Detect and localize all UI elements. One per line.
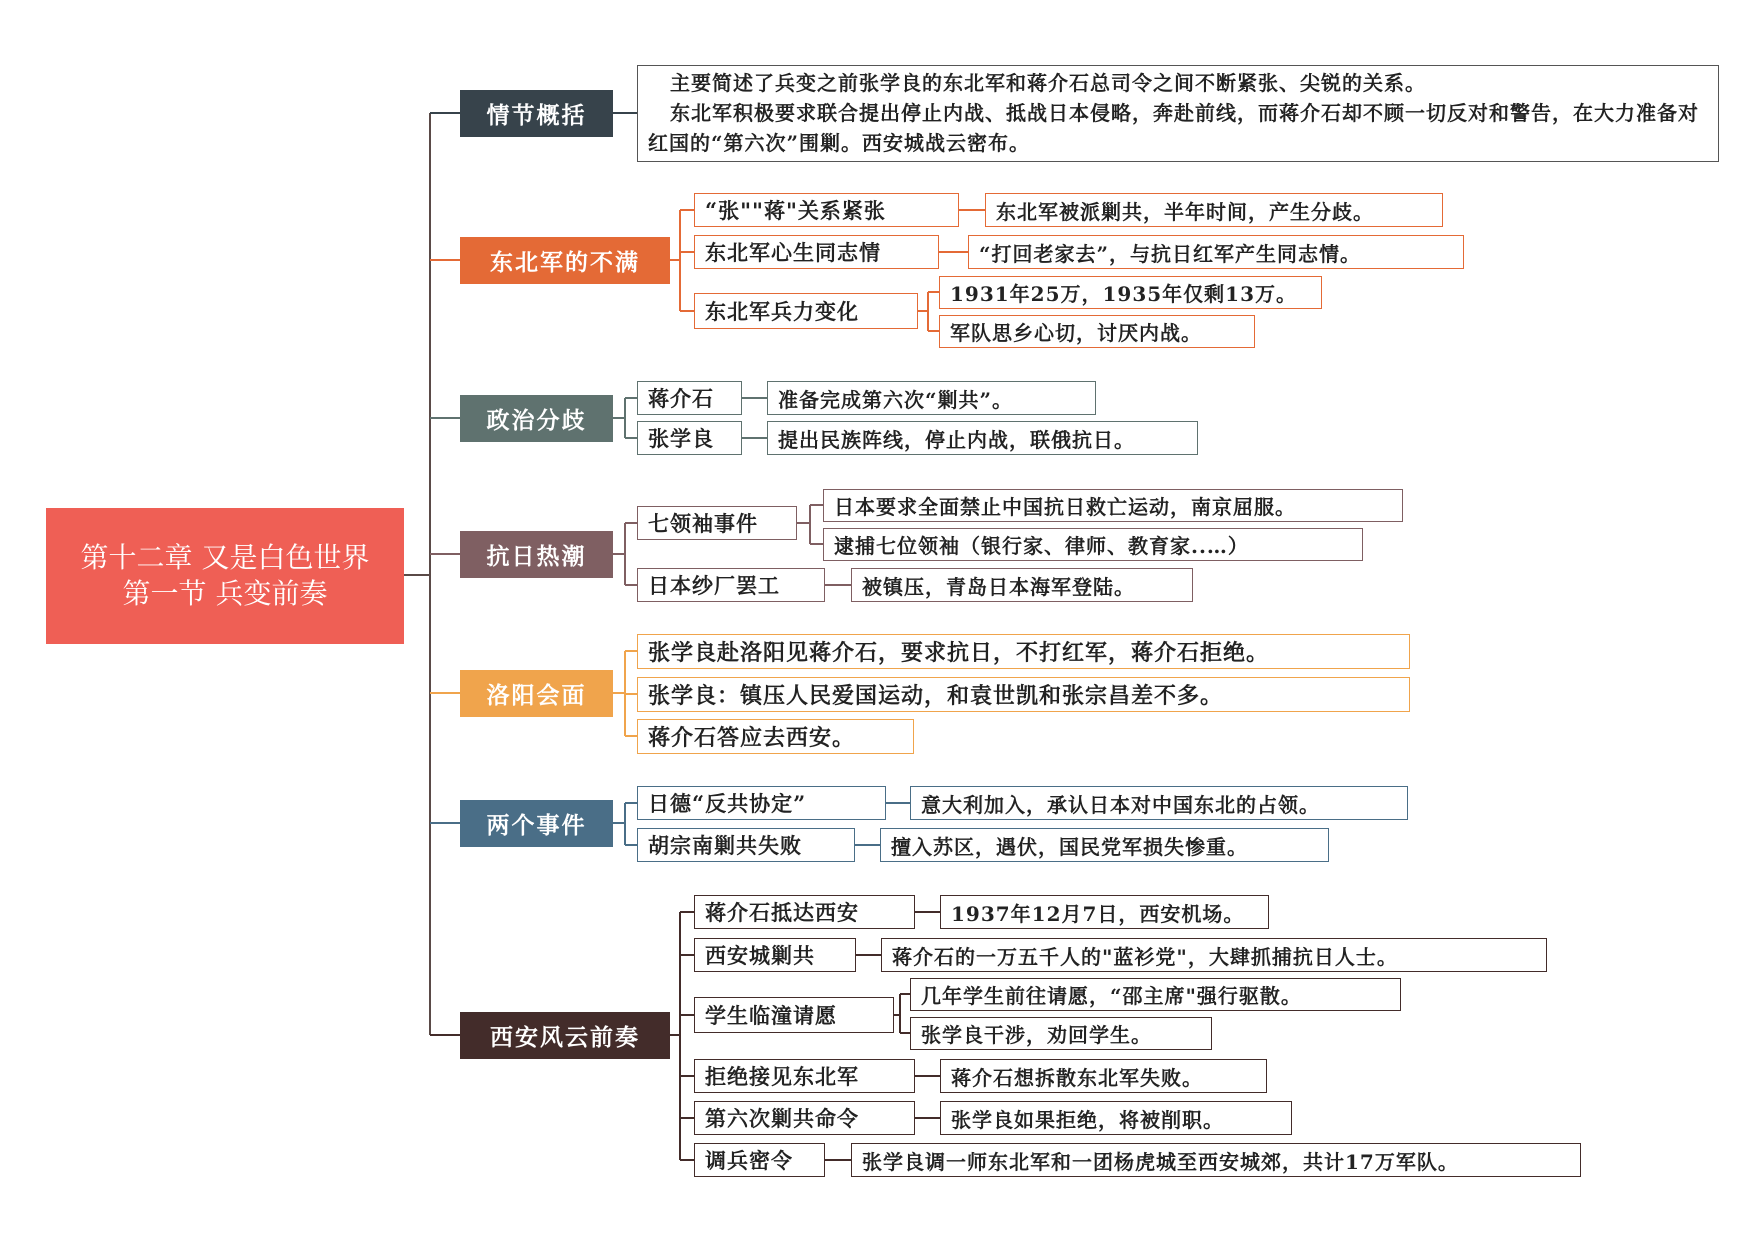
summary-para-2: 东北军积极要求联合提出停止内战、抵战日本侵略，奔赴前线，而蒋介石却不顾一切反对和警告，在大力准备对红国的“第六次”围剿。西安城战云密布。 xyxy=(648,101,1699,155)
leaf-comradeship-detail: “打回老家去”，与抗日红军产生同志情。 xyxy=(968,235,1464,269)
root-title-line1: 第十二章 又是白色世界 xyxy=(80,541,370,574)
leaf-student-petition-detail-1: 几年学生前往请愿，“邵主席"强行驱散。 xyxy=(910,978,1401,1011)
leaf-zhang-xueliang-detail: 提出民族阵线，停止内战，联俄抗日。 xyxy=(767,421,1198,455)
leaf-seven-leaders-detail-1: 日本要求全面禁止中国抗日救亡运动，南京屈服。 xyxy=(823,489,1403,522)
leaf-troop-change-detail-1: 1931年25万，1935年仅剩13万。 xyxy=(939,276,1322,309)
branch-plot-summary: 情节概括 xyxy=(460,90,613,137)
leaf-sixth-order: 第六次剿共命令 xyxy=(694,1101,915,1135)
branch-political-divergence: 政治分歧 xyxy=(460,395,613,442)
leaf-seven-leaders-detail-2: 逮捕七位领袖（银行家、律师、教育家..…） xyxy=(823,528,1363,561)
leaf-hu-zongnan-defeat-detail: 擅入苏区，遇伏，国民党军损失惨重。 xyxy=(880,828,1329,862)
leaf-secret-order-detail: 张学良调一师东北军和一团杨虎城至西安城郊，共计17万军队。 xyxy=(851,1143,1581,1177)
leaf-chiang-arrives-detail: 1937年12月7日，西安机场。 xyxy=(940,895,1269,929)
leaf-chiang-arrives: 蒋介石抵达西安 xyxy=(694,895,915,929)
leaf-luoyang-3: 蒋介石答应去西安。 xyxy=(637,719,914,754)
leaf-luoyang-1: 张学良赴洛阳见蒋介石，要求抗日，不打红军，蒋介石拒绝。 xyxy=(637,634,1410,669)
branch-luoyang-meeting: 洛阳会面 xyxy=(460,670,613,717)
leaf-student-petition-detail-2: 张学良干涉，劝回学生。 xyxy=(910,1017,1212,1050)
leaf-zhang-xueliang: 张学良 xyxy=(637,421,742,455)
summary-box xyxy=(637,65,1719,162)
leaf-zhang-jiang-tension: “张""蒋"关系紧张 xyxy=(694,193,959,227)
leaf-refuse-meeting-detail: 蒋介石想拆散东北军失败。 xyxy=(940,1059,1267,1093)
root-topic xyxy=(46,508,404,644)
leaf-zhang-jiang-tension-detail: 东北军被派剿共，半年时间，产生分歧。 xyxy=(985,193,1443,227)
leaf-textile-strike-detail: 被镇压，青岛日本海军登陆。 xyxy=(851,568,1193,602)
leaf-textile-strike: 日本纱厂罢工 xyxy=(637,568,825,602)
leaf-xian-suppression: 西安城剿共 xyxy=(694,938,856,972)
leaf-anti-comintern-pact-detail: 意大利加入，承认日本对中国东北的占领。 xyxy=(910,786,1408,820)
branch-northeast-army-discontent: 东北军的不满 xyxy=(460,237,670,284)
leaf-comradeship: 东北军心生同志情 xyxy=(694,235,939,269)
leaf-seven-leaders: 七领袖事件 xyxy=(637,506,797,540)
leaf-anti-comintern-pact: 日德“反共协定” xyxy=(637,786,886,820)
summary-para-1: 主要简述了兵变之前张学良的东北军和蒋介石总司令之间不断紧张、尖锐的关系。 xyxy=(670,71,1426,95)
leaf-troop-change-detail-2: 军队思乡心切，讨厌内战。 xyxy=(939,315,1255,348)
leaf-hu-zongnan-defeat: 胡宗南剿共失败 xyxy=(637,828,855,862)
leaf-luoyang-2: 张学良：镇压人民爱国运动，和袁世凯和张宗昌差不多。 xyxy=(637,677,1410,712)
leaf-troop-change: 东北军兵力变化 xyxy=(694,293,918,329)
leaf-chiang: 蒋介石 xyxy=(637,381,742,415)
leaf-xian-suppression-detail: 蒋介石的一万五千人的"蓝衫党"，大肆抓捕抗日人士。 xyxy=(881,938,1547,972)
root-title-line2: 第一节 兵变前奏 xyxy=(122,577,328,610)
branch-two-events: 两个事件 xyxy=(460,800,613,847)
leaf-refuse-meeting: 拒绝接见东北军 xyxy=(694,1059,915,1093)
branch-xian-prelude: 西安风云前奏 xyxy=(460,1012,670,1059)
leaf-sixth-order-detail: 张学良如果拒绝，将被削职。 xyxy=(940,1101,1292,1135)
leaf-chiang-detail: 准备完成第六次“剿共”。 xyxy=(767,381,1096,415)
branch-anti-japanese-wave: 抗日热潮 xyxy=(460,531,613,578)
leaf-secret-order: 调兵密令 xyxy=(694,1143,825,1177)
leaf-student-petition: 学生临潼请愿 xyxy=(694,997,894,1033)
